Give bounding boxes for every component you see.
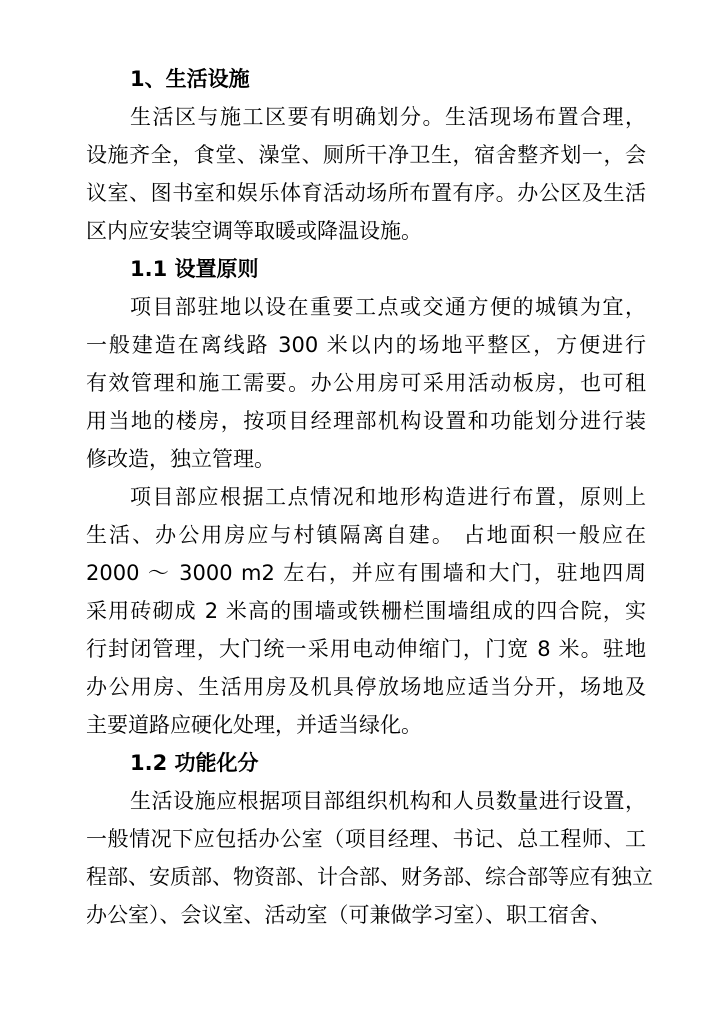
paragraph-line: 程部、安质部、物资部、计合部、财务部、综合部等应有独立 — [86, 865, 653, 889]
paragraph-line: 行封闭管理，大门统一采用电动伸缩门，门宽 8 米。驻地 — [86, 637, 646, 661]
paragraph-line: 采用砖砌成 2 米高的围墙或铁栅栏围墙组成的四合院，实 — [86, 599, 646, 623]
paragraph-line: 主要道路应硬化处理，并适当绿化。 — [86, 713, 422, 737]
paragraph — [86, 98, 646, 250]
paragraph-line: 议室、图书室和娱乐体育活动场所布置有序。办公区及生活 — [86, 181, 646, 205]
paragraph-line: 项目部驻地以设在重要工点或交通方便的城镇为宜， — [130, 295, 646, 319]
paragraph-line: 2000 ～ 3000 m2 左右，并应有围墙和大门，驻地四周 — [86, 561, 646, 585]
paragraph-line: 办公室）、会议室、活动室（可兼做学习室）、职工宿舍、 — [86, 903, 611, 927]
document-page — [86, 60, 653, 934]
paragraph-line: 生活区与施工区要有明确划分。生活现场布置合理， — [130, 105, 646, 129]
paragraph-line: 办公用房、生活用房及机具停放场地应适当分开，场地及 — [86, 675, 646, 699]
subsection-heading: 1.2 功能化分 — [130, 751, 259, 775]
subsection-heading: 1.1 设置原则 — [130, 257, 259, 281]
paragraph-line: 有效管理和施工需要。办公用房可采用活动板房，也可租 — [86, 371, 646, 395]
paragraph-line: 设施齐全，食堂、澡堂、厕所干净卫生，宿舍整齐划一，会 — [86, 143, 646, 167]
paragraph-line: 一般建造在离线路 300 米以内的场地平整区，方便进行 — [86, 333, 646, 357]
paragraph — [86, 782, 653, 934]
paragraph-line: 生活、办公用房应与村镇隔离自建。 占地面积一般应在 — [86, 523, 646, 547]
paragraph-line: 项目部应根据工点情况和地形构造进行布置，原则上 — [130, 485, 646, 509]
section-heading: 1、生活设施 — [130, 67, 250, 91]
paragraph — [86, 288, 646, 478]
paragraph-line: 区内应安装空调等取暖或降温设施。 — [86, 219, 422, 243]
paragraph-line: 一般情况下应包括办公室（项目经理、书记、总工程师、工 — [86, 827, 646, 851]
paragraph — [86, 478, 646, 744]
paragraph-line: 用当地的楼房，按项目经理部机构设置和功能划分进行装 — [86, 409, 646, 433]
paragraph-line: 修改造，独立管理。 — [86, 447, 275, 471]
paragraph-line: 生活设施应根据项目部组织机构和人员数量进行设置， — [130, 789, 646, 813]
